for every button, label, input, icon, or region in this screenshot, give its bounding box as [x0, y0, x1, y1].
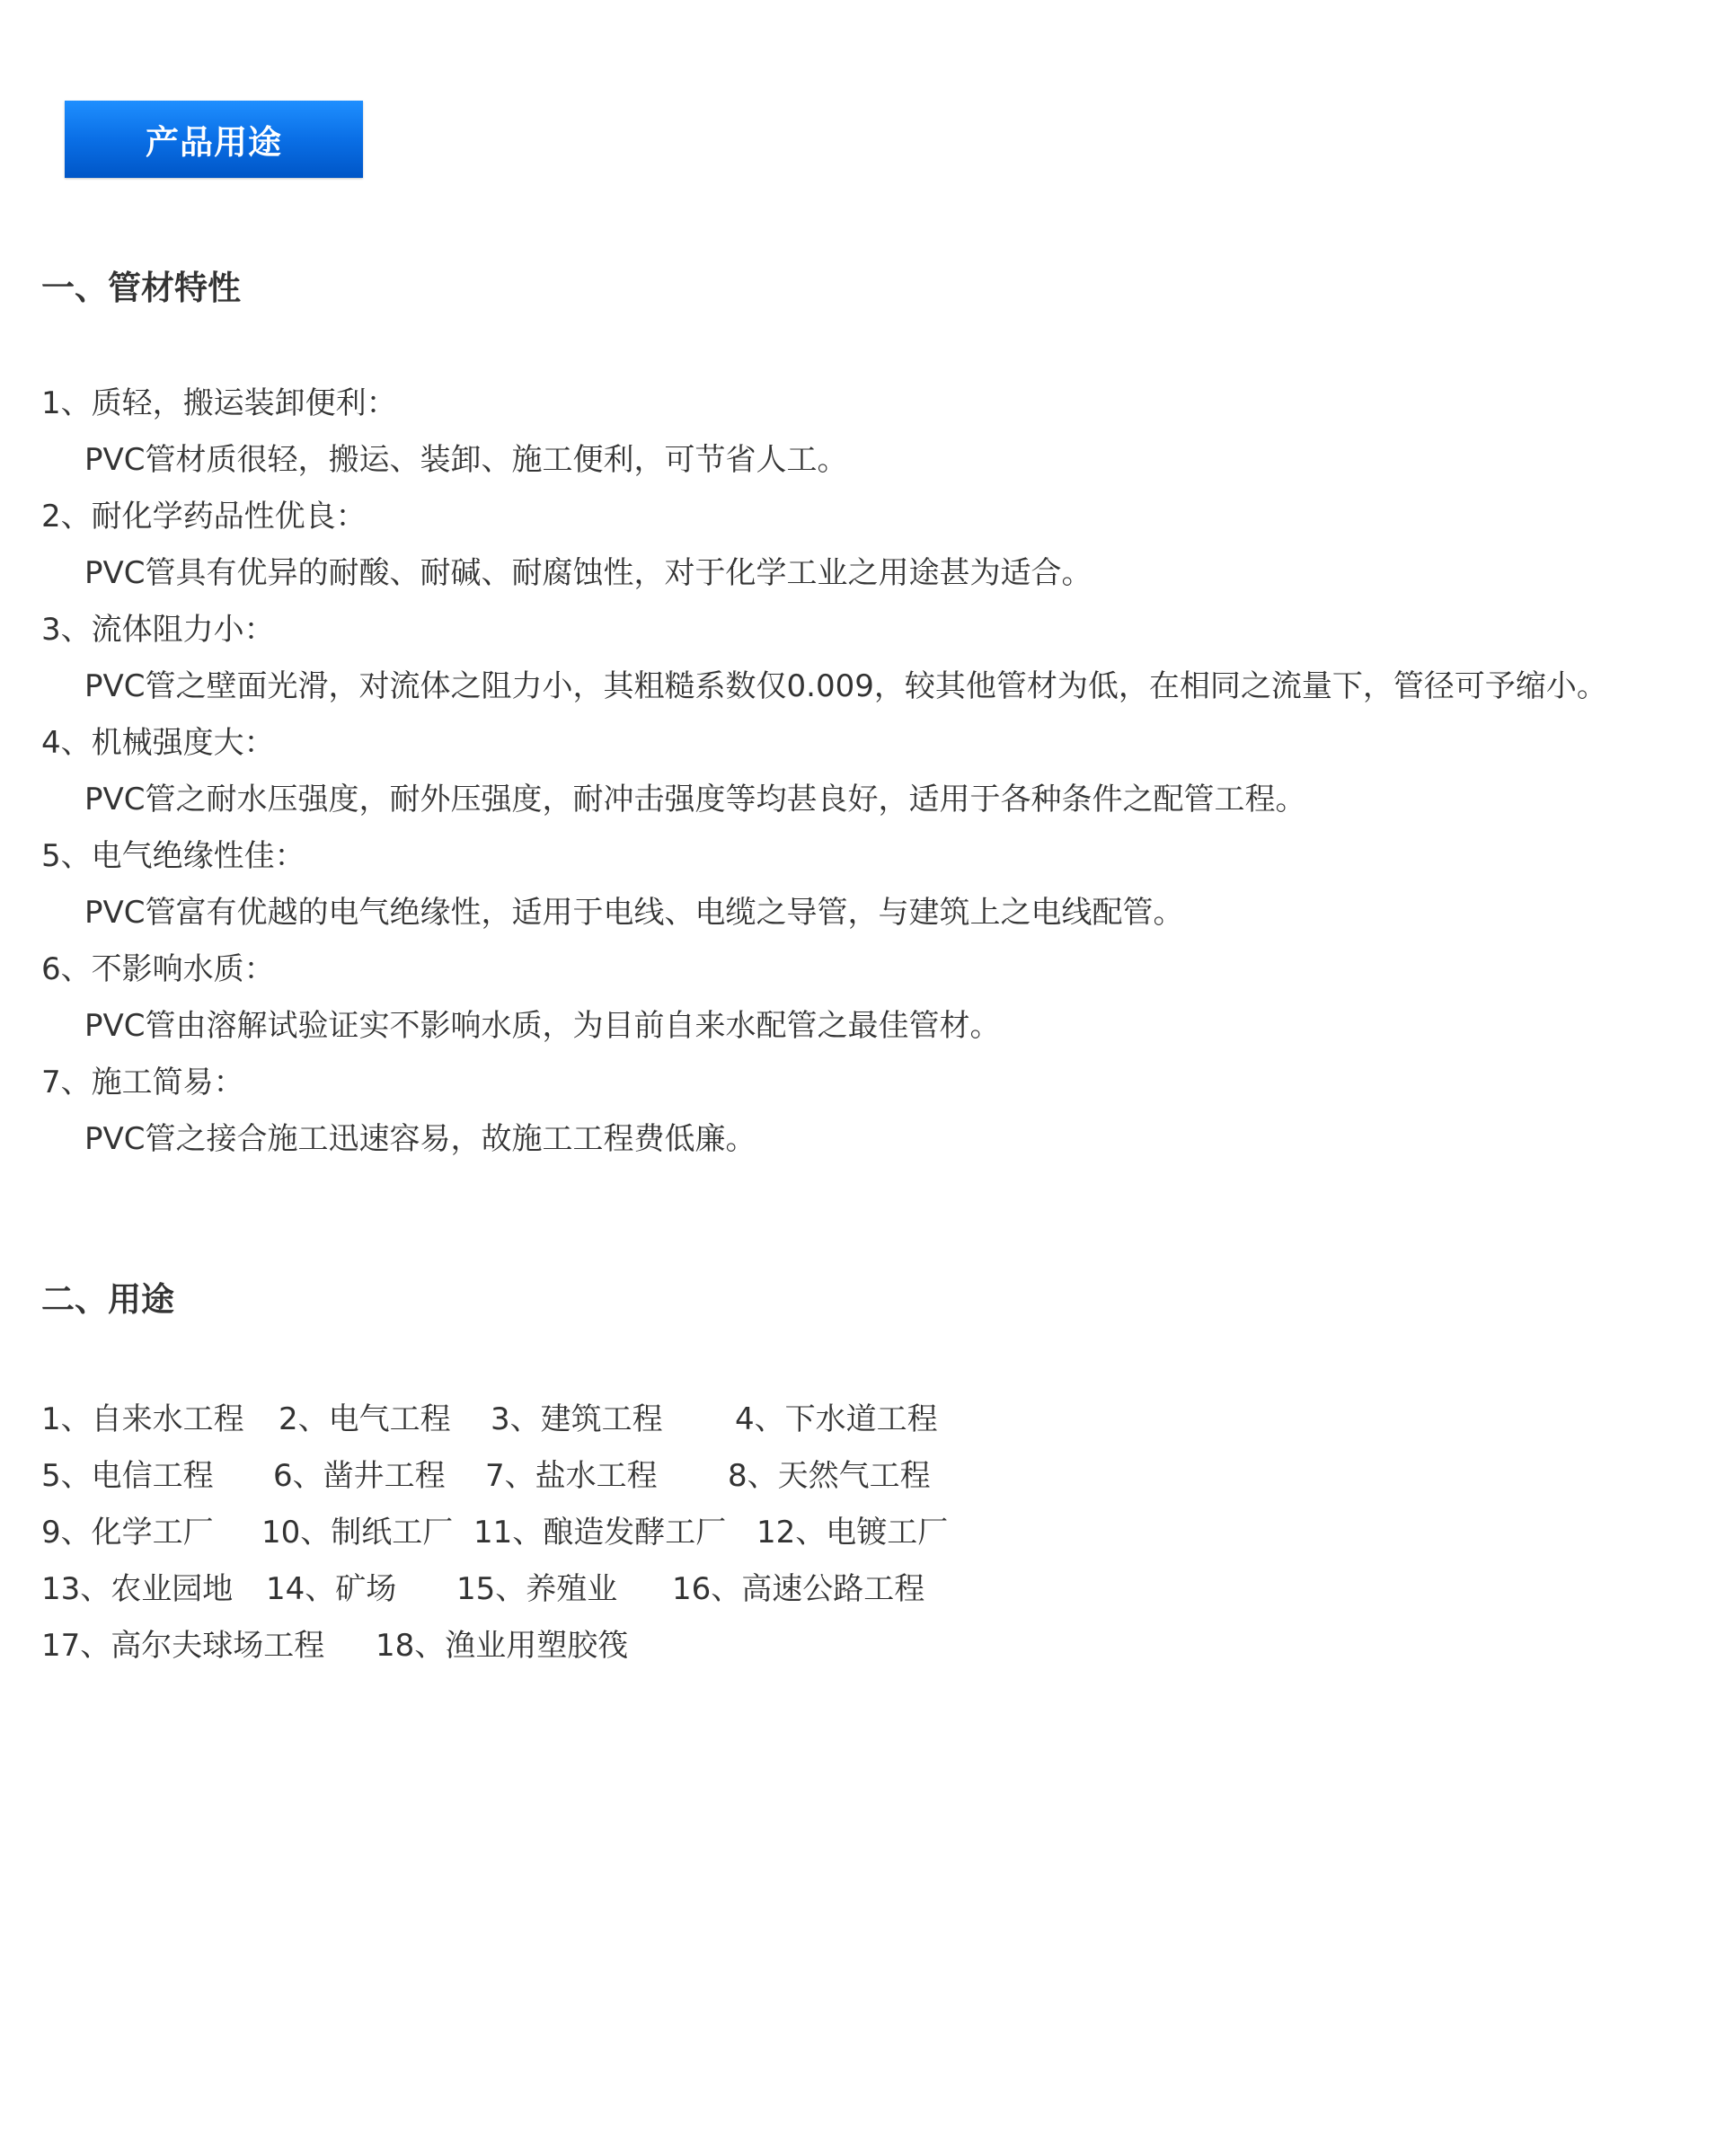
uses-row [41, 1561, 948, 1618]
use-item: 2、电气工程 [279, 1401, 451, 1437]
uses-row [41, 1392, 948, 1448]
uses-row [41, 1505, 948, 1561]
uses-row [41, 1448, 948, 1505]
property-title: 4、机械强度大： [41, 725, 275, 761]
product-use-tab[interactable]: 产品用途 [65, 101, 363, 178]
property-title: 3、流体阻力小： [41, 612, 275, 648]
property-title: 5、电气绝缘性佳： [41, 838, 305, 874]
use-item: 11、酿造发酵工厂 [473, 1515, 727, 1551]
use-item: 10、制纸工厂 [261, 1515, 454, 1551]
property-title: 6、不影响水质： [41, 951, 275, 987]
use-item: 13、农业园地 [41, 1571, 234, 1607]
use-item: 14、矿场 [266, 1571, 397, 1607]
use-item: 15、养殖业 [456, 1571, 618, 1607]
use-item: 1、自来水工程 [41, 1401, 244, 1437]
property-desc: PVC管之接合施工迅速容易，故施工工程费低廉。 [84, 1121, 756, 1157]
property-desc: PVC管材质很轻，搬运、装卸、施工便利，可节省人工。 [84, 442, 848, 478]
property-title: 1、质轻，搬运装卸便利： [41, 385, 397, 421]
property-desc: PVC管由溶解试验证实不影响水质，为目前自来水配管之最佳管材。 [84, 1008, 1001, 1044]
use-item: 12、电镀工厂 [756, 1515, 949, 1551]
use-item: 6、凿井工程 [273, 1458, 446, 1494]
property-title: 2、耐化学药品性优良： [41, 499, 367, 535]
use-item: 9、化学工厂 [41, 1515, 214, 1551]
use-item: 4、下水道工程 [735, 1401, 938, 1437]
properties-list [41, 376, 1694, 1168]
use-item: 18、渔业用塑胶筏 [376, 1628, 629, 1664]
use-item: 8、天然气工程 [728, 1458, 931, 1494]
uses-row [41, 1618, 948, 1674]
property-title: 7、施工简易： [41, 1065, 244, 1100]
use-item: 5、电信工程 [41, 1458, 214, 1494]
use-item: 17、高尔夫球场工程 [41, 1628, 325, 1664]
section-title-uses: 二、用途 [41, 1280, 174, 1319]
property-desc: PVC管之壁面光滑，对流体之阻力小，其粗糙系数仅0.009，较其他管材为低，在相同之流量下，管径可予缩小。 [84, 668, 1607, 704]
use-item: 7、盐水工程 [485, 1458, 658, 1494]
property-desc: PVC管之耐水压强度，耐外压强度，耐冲击强度等均甚良好，适用于各种条件之配管工程。 [84, 782, 1306, 817]
property-desc: PVC管具有优异的耐酸、耐碱、耐腐蚀性，对于化学工业之用途甚为适合。 [84, 555, 1092, 591]
use-item: 3、建筑工程 [491, 1401, 663, 1437]
use-item: 16、高速公路工程 [672, 1571, 925, 1607]
uses-grid [41, 1392, 948, 1674]
section-title-pipe-properties: 一、管材特性 [41, 269, 241, 307]
property-desc: PVC管富有优越的电气绝缘性，适用于电线、电缆之导管，与建筑上之电线配管。 [84, 895, 1184, 931]
